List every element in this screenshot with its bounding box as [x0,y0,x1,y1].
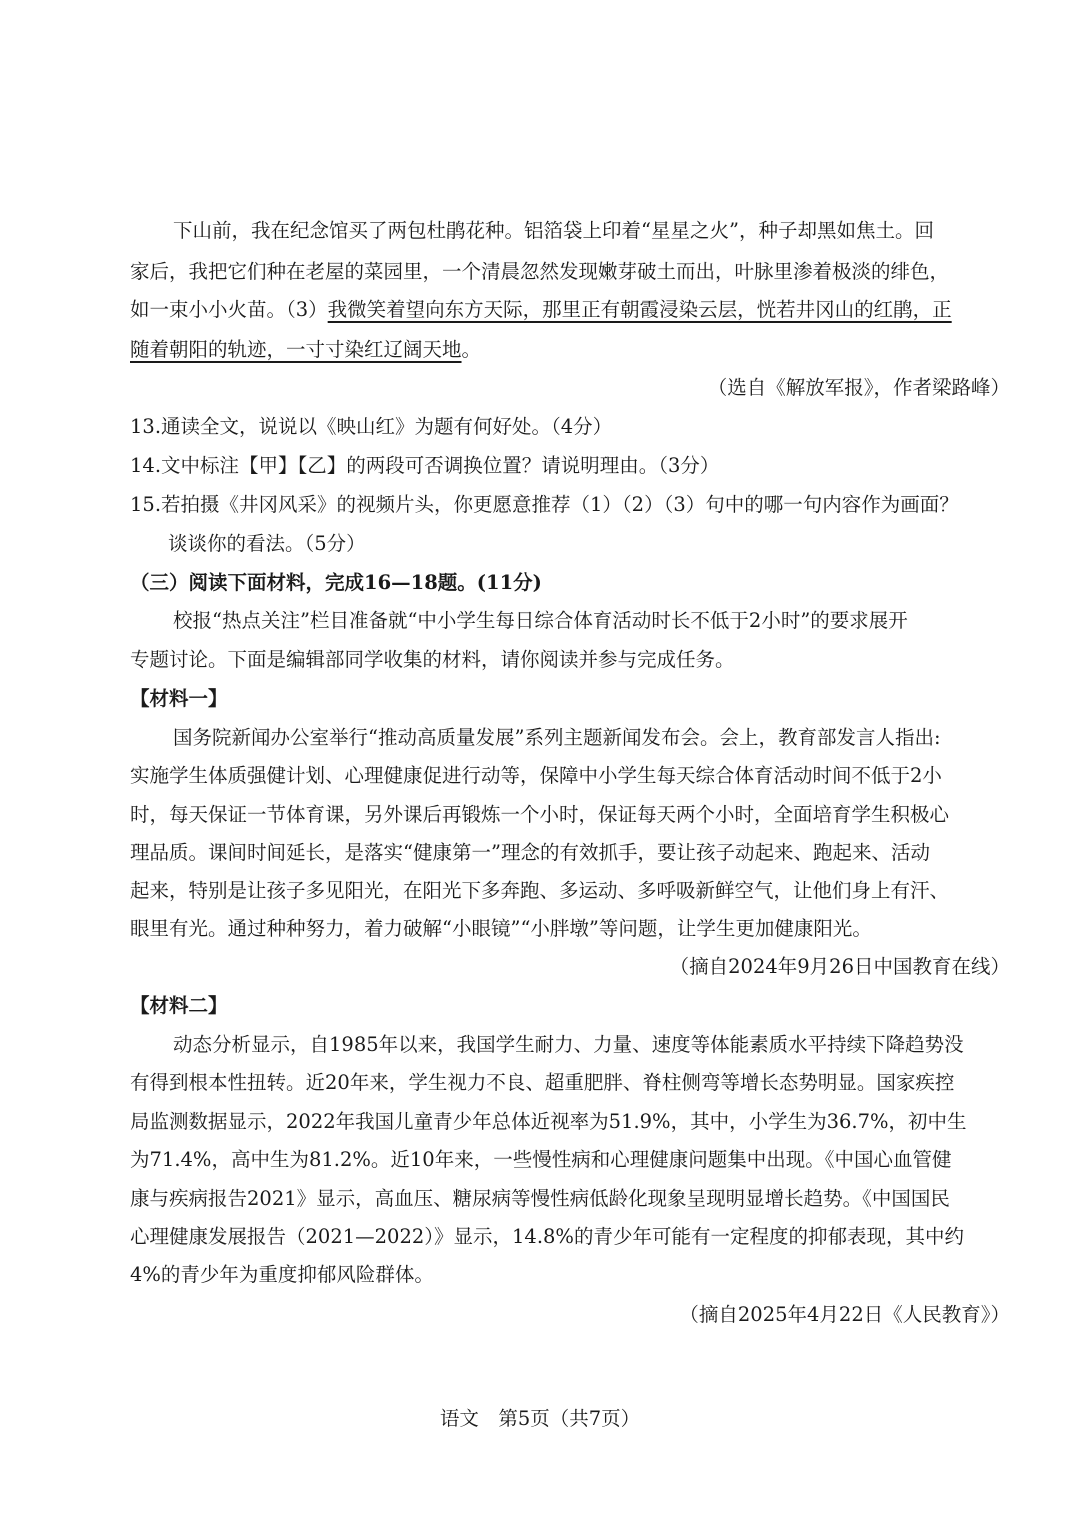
passage-line-2: 家后，我把它们种在老屋的菜园里，一个清晨忽然发现嫩芽破土而出，叶脉里渗着极淡的绯色， [130,260,950,283]
question-15-cont: 谈谈你的看法。（5分） [168,532,366,555]
material-1-line: 实施学生体质强健计划、心理健康促进行动等，保障中小学生每天综合体育活动时间不低于2小 [130,764,942,787]
page-footer: 语文 第5页（共7页） [439,1407,641,1430]
section-3-title: （三）阅读下面材料，完成16—18题。(11分) [130,571,542,594]
material-2-line: 为71.4%，高中生为81.2%。近10年来，一些慢性病和心理健康问题集中出现。《中国心血管健 [130,1148,952,1171]
material-1-line: 国务院新闻办公室举行“推动高质量发展”系列主题新闻发布会。会上，教育部发言人指出: [173,726,941,749]
passage-line-1: 下山前，我在纪念馆买了两包杜鹃花种。铝箔袋上印着“星星之火”，种子却黑如焦土。回 [173,219,934,242]
question-15: 15.若拍摄《井冈风采》的视频片头，你更愿意推荐（1）（2）（3）句中的哪一句内容作为画面？ [130,493,959,516]
question-13: 13.通读全文，说说以《映山红》为题有何好处。（4分） [130,415,613,438]
material-1-source: （摘自2024年9月26日中国教育在线） [669,955,1010,978]
passage-end-punct: 。 [461,338,482,361]
material-2-line: 4%的青少年为重度抑郁风险群体。 [130,1263,434,1286]
material-2-line: 康与疾病报告2021》显示，高血压、糖尿病等慢性病低龄化现象呈现明显增长趋势。《中国国民 [130,1187,950,1210]
material-2-line: 有得到根本性扭转。近20年来，学生视力不良、超重肥胖、脊柱侧弯等增长态势明显。国家疾控 [130,1071,955,1094]
section-3-intro-2: 专题讨论。下面是编辑部同学收集的材料，请你阅读并参与完成任务。 [130,648,735,671]
material-1-heading: 【材料一】 [130,687,228,710]
underlined-sentence-part-2: 随着朝阳的轨迹，一寸寸染红辽阔天地 [130,338,462,361]
passage-source: （选自《解放军报》，作者梁路峰） [707,376,1010,399]
passage-line-3 [130,295,1013,325]
material-1-line: 时，每天保证一节体育课，另外课后再锻炼一个小时，保证每天两个小时，全面培育学生积极心 [130,803,950,826]
material-2-line: 心理健康发展报告（2021—2022）》显示，14.8%的青少年可能有一定程度的抑郁表现，其中约 [130,1225,964,1248]
material-1-line: 眼里有光。通过种种努力，着力破解“小眼镜”“小胖墩”等问题，让学生更加健康阳光。 [130,917,872,940]
material-1-line: 起来，特别是让孩子多见阳光，在阳光下多奔跑、多运动、多呼吸新鲜空气，让他们身上有汗、 [130,879,950,902]
material-2-line: 动态分析显示，自1985年以来，我国学生耐力、力量、速度等体能素质水平持续下降趋势没 [173,1033,964,1056]
material-2-source: （摘自2025年4月22日《人民教育》） [679,1303,1010,1326]
material-2-heading: 【材料二】 [130,994,228,1017]
material-1-line: 理品质。课间时间延长，是落实“健康第一”理念的有效抓手，要让孩子动起来、跑起来、活动 [130,841,930,864]
material-2-line: 局监测数据显示，2022年我国儿童青少年总体近视率为51.9%，其中，小学生为36.7%，初中生 [130,1110,967,1133]
underlined-sentence-part-1: 我微笑着望向东方天际，那里正有朝霞浸染云层，恍若井冈山的红鹃，正 [327,298,952,321]
section-3-intro-1: 校报“热点关注”栏目准备就“中小学生每日综合体育活动时长不低于2小时”的要求展开 [173,609,908,632]
passage-line-4 [130,335,1013,365]
question-14: 14.文中标注【甲】【乙】的两段可否调换位置？请说明理由。（3分） [130,454,720,477]
passage-line-3-text: 如一束小小火苗。（3） [130,298,328,321]
